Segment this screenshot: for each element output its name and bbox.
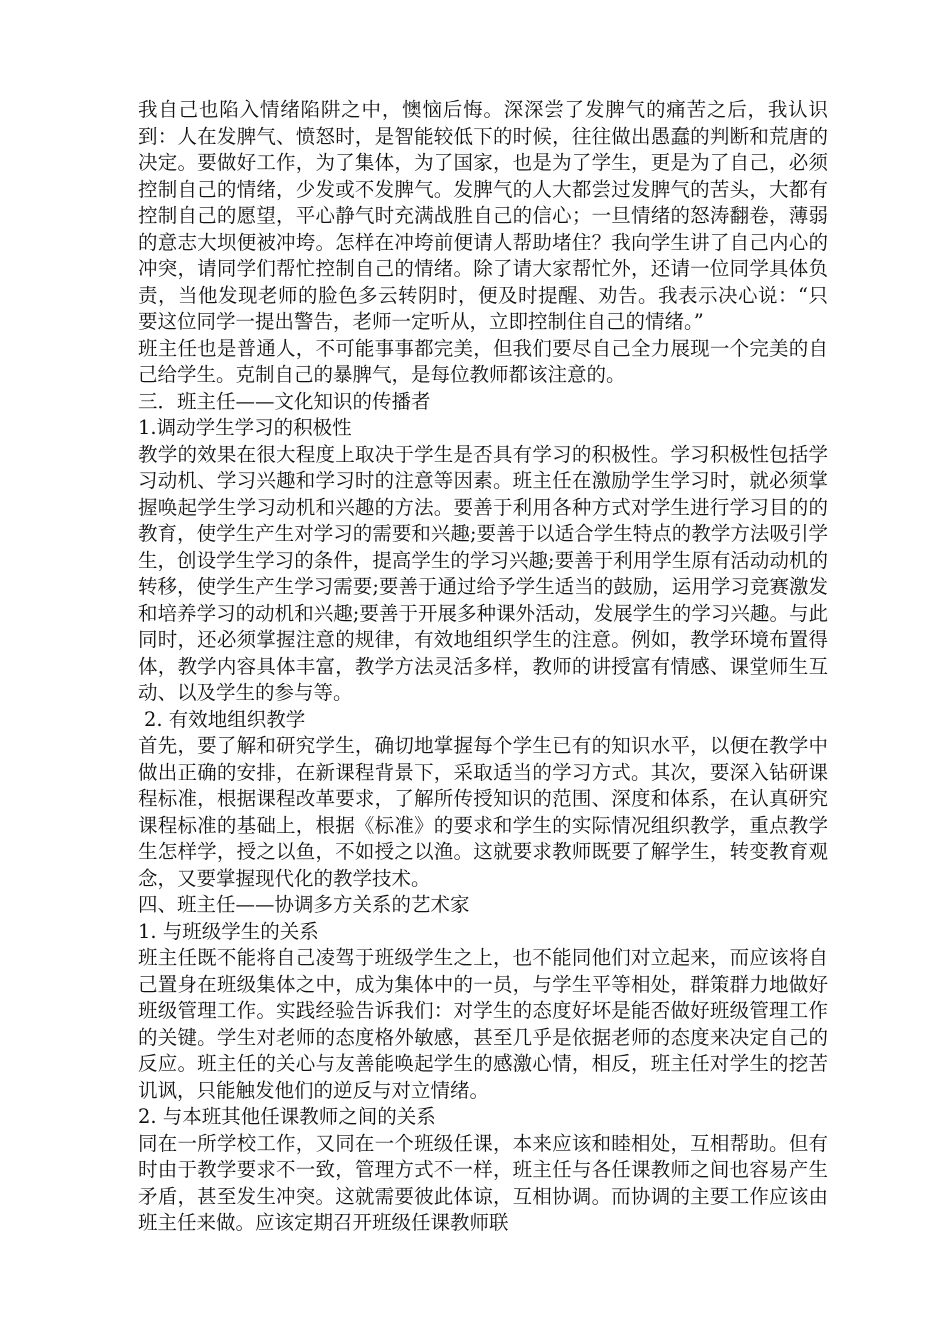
section-heading-3: 三．班主任——文化知识的传播者 bbox=[138, 389, 431, 413]
paragraph-teacher-relations: 同在一所学校工作，又同在一个班级任课，本来应该和睦相处，互相帮助。但有时由于教学要求不一致，管理方式不一样，班主任与各任课教师之间也容易产生矛盾，甚至发生冲突。这就需要彼此体谅，互相协调。而协调的主要工作应该由班主任来做。应该定期召开班级任课教师联 bbox=[138, 1131, 828, 1234]
paragraph-ordinary-person: 班主任也是普通人，不可能事事都完美，但我们要尽自己全力展现一个完美的自己给学生。克制自己的暴脾气，是每位教师都该注意的。 bbox=[138, 336, 828, 386]
paragraph-emotion-control: 我自己也陷入情绪陷阱之中，懊恼后悔。深深尝了发脾气的痛苦之后，我认识到：人在发脾气、愤怒时，是智能较低下的时候，往往做出愚蠢的判断和荒唐的决定。要做好工作，为了集体，为了国家，也是为了学生，更是为了自己，必须控制自己的情绪，少发或不发脾气。发脾气的人大都尝过发脾气的苦头，大都有控制自己的愿望，平心静气时充满战胜自己的信心；一旦情绪的怒涛翻卷，薄弱的意志大坝便被冲垮。怎样在冲垮前便请人帮助堵住？我向学生讲了自己内心的冲突，请同学们帮忙控制自己的情绪。除了请大家帮忙外，还请一位同学具体负责，当他发现老师的脸色多云转阴时，便及时提醒、劝告。我表示决心说：“只要这位同学一提出警告，老师一定听从，立即控制住自己的情绪。” bbox=[138, 98, 828, 333]
paragraph-organize-teaching: 首先，要了解和研究学生，确切地掌握每个学生已有的知识水平，以便在教学中做出正确的安排，在新课程背景下，采取适当的学习方式。其次，要深入钻研课程标准，根据课程改革要求，了解所传授知识的范围、深度和体系，在认真研究课程标准的基础上，根据《标准》的要求和学生的实际情况组织教学，重点教学生怎样学，授之以鱼，不如授之以渔。这就要求教师既要了解学生，转变教育观念，又要掌握现代化的教学技术。 bbox=[138, 734, 828, 890]
subheading-4-1: 1. 与班级学生的关系 bbox=[138, 919, 319, 943]
subheading-3-1: 1.调动学生学习的积极性 bbox=[138, 416, 352, 439]
paragraph-learning-motivation: 教学的效果在很大程度上取决于学生是否具有学习的积极性。学习积极性包括学习动机、学习兴趣和学习时的注意等因素。班主任在激励学生学习时，就必须掌握唤起学生学习动机和兴趣的方法。要善于利用各种方式对学生进行学习目的的教育，使学生产生对学习的需要和兴趣;要善于以适合学生特点的教学方法吸引学生，创设学生学习的条件，提高学生的学习兴趣;要善于利用学生原有活动动机的转移，使学生产生学习需要;要善于通过给予学生适当的鼓励，运用学习竞赛激发和培养学习的动机和兴趣;要善于开展多种课外活动，发展学生的学习兴趣。与此同时，还必须掌握注意的规律，有效地组织学生的注意。例如，教学环境布置得体，教学内容具体丰富，教学方法灵活多样，教师的讲授富有情感、课堂师生互动、以及学生的参与等。 bbox=[138, 442, 828, 704]
subheading-4-2: 2. 与本班其他任课教师之间的关系 bbox=[138, 1105, 436, 1128]
section-heading-4: 四、班主任——协调多方关系的艺术家 bbox=[138, 893, 470, 916]
subheading-3-2: 2. 有效地组织教学 bbox=[144, 707, 306, 731]
document-page bbox=[138, 97, 828, 1237]
paragraph-student-relations: 班主任既不能将自己凌驾于班级学生之上，也不能同他们对立起来，而应该将自己置身在班级集体之中，成为集体中的一员，与学生平等相处，群策群力地做好班级管理工作。实践经验告诉我们：对学生的态度好坏是能否做好班级管理工作的关键。学生对老师的态度格外敏感，甚至几乎是依据老师的态度来决定自己的反应。班主任的关心与友善能唤起学生的感激心情，相反，班主任对学生的挖苦讥讽，只能触发他们的逆反与对立情绪。 bbox=[138, 946, 828, 1102]
